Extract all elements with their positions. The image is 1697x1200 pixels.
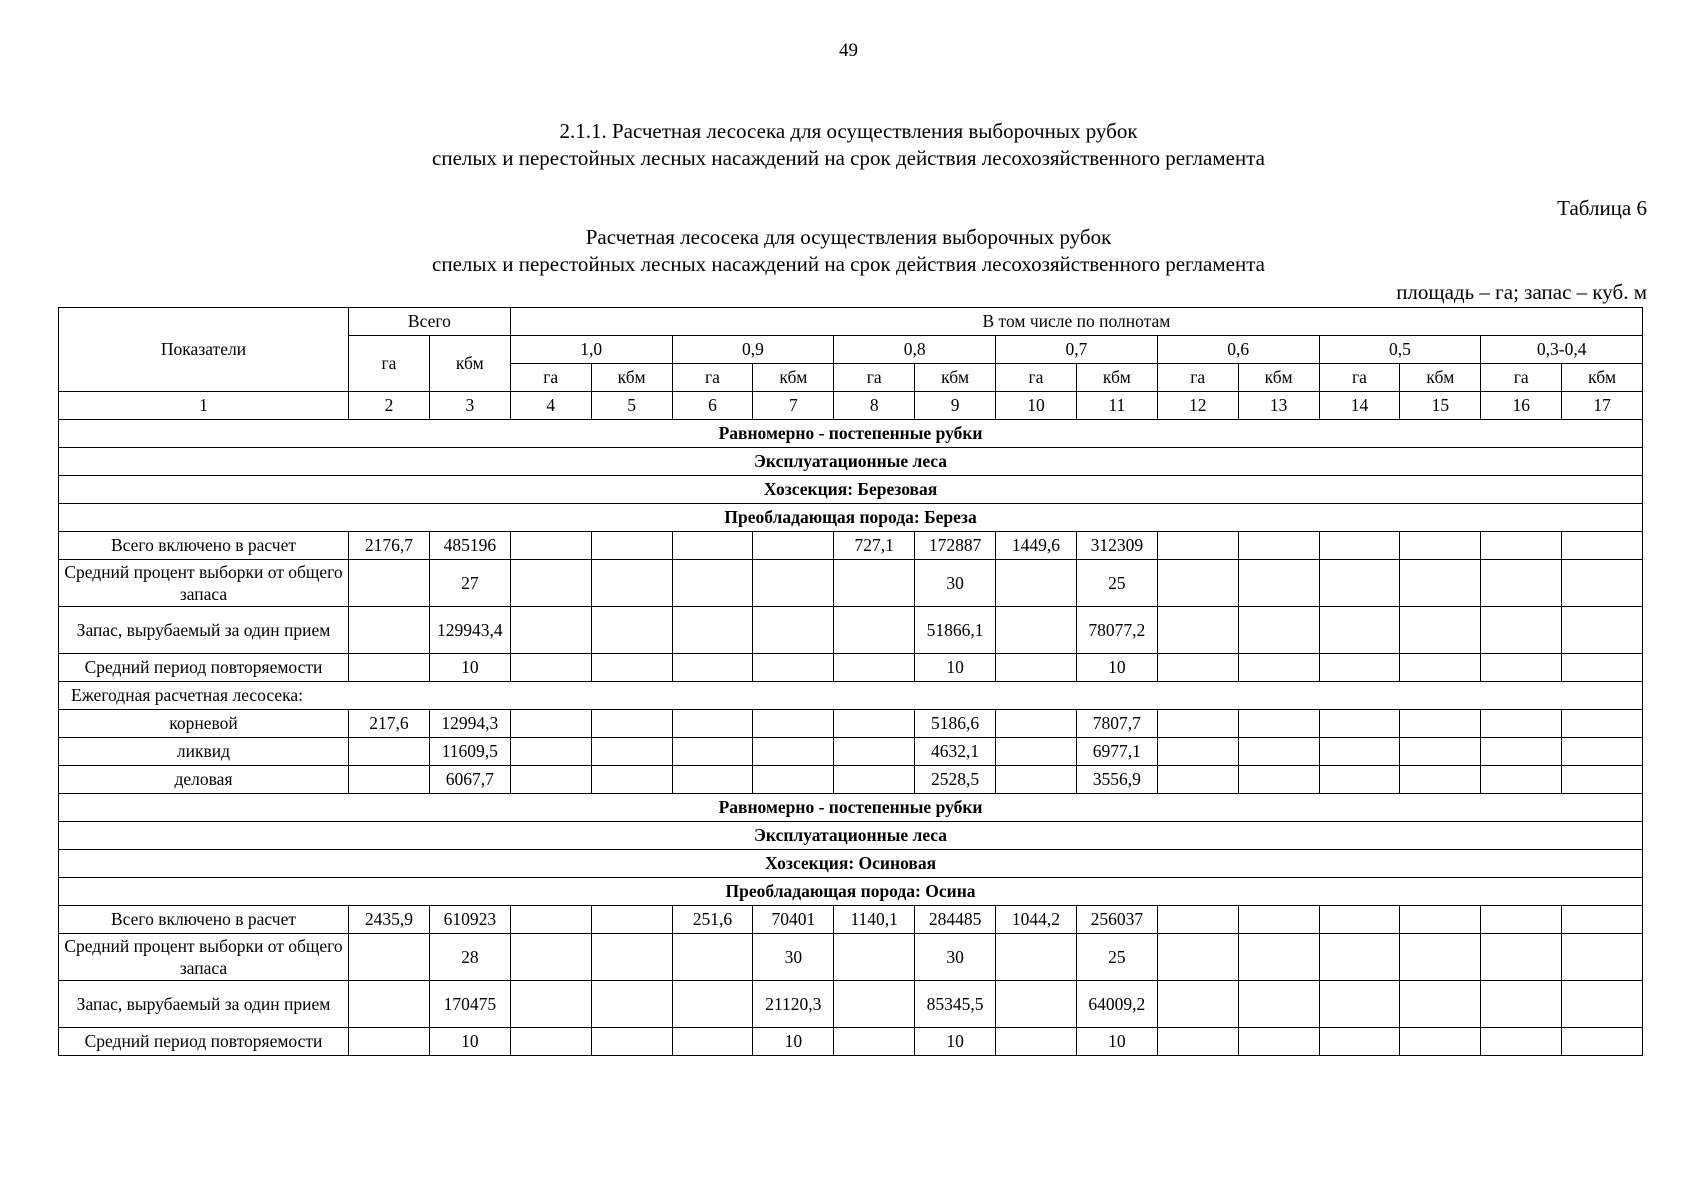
allowable-cut-table <box>58 307 1643 1056</box>
table-cell <box>1157 766 1238 794</box>
column-number: 4 <box>510 392 591 420</box>
section-row <box>59 822 1643 850</box>
table-cell <box>1157 710 1238 738</box>
section-heading: Эксплуатационные леса <box>59 448 1643 476</box>
header-density: 0,3-0,4 <box>1481 336 1643 364</box>
table-cell: 5186,6 <box>915 710 996 738</box>
column-number: 17 <box>1562 392 1643 420</box>
table-cell <box>996 1028 1077 1056</box>
row-label: Средний процент выборки от общего запаса <box>59 934 349 981</box>
table-cell <box>591 710 672 738</box>
table-cell <box>591 607 672 654</box>
units-note: площадь – га; запас – куб. м <box>1396 280 1647 304</box>
column-number: 12 <box>1157 392 1238 420</box>
table-cell <box>1562 560 1643 607</box>
table-cell: 1044,2 <box>996 906 1077 934</box>
table-cell <box>1481 766 1562 794</box>
table-cell <box>1400 934 1481 981</box>
table-cell <box>753 654 834 682</box>
table-cell <box>1400 766 1481 794</box>
table-cell <box>1562 532 1643 560</box>
table-row <box>59 1028 1643 1056</box>
table-cell <box>510 766 591 794</box>
table-cell <box>1319 560 1400 607</box>
section-row <box>59 476 1643 504</box>
table-cell <box>1238 981 1319 1028</box>
header-density: 0,9 <box>672 336 834 364</box>
table-cell <box>349 607 430 654</box>
table-cell: 30 <box>915 934 996 981</box>
table-cell <box>1562 934 1643 981</box>
table-cell: 1449,6 <box>996 532 1077 560</box>
table-cell: 4632,1 <box>915 738 996 766</box>
table-cell: 78077,2 <box>1076 607 1157 654</box>
table-cell <box>510 981 591 1028</box>
table-cell: 10 <box>1076 1028 1157 1056</box>
column-number: 15 <box>1400 392 1481 420</box>
table-cell: 30 <box>753 934 834 981</box>
table-cell <box>510 710 591 738</box>
page-number: 49 <box>839 40 858 61</box>
table-cell: 25 <box>1076 560 1157 607</box>
table-cell <box>753 738 834 766</box>
section-heading: Эксплуатационные леса <box>59 822 1643 850</box>
section-title <box>0 118 1697 172</box>
row-label: Всего включено в расчет <box>59 906 349 934</box>
table-cell <box>672 766 753 794</box>
table-cell <box>1157 906 1238 934</box>
table-cell: 485196 <box>429 532 510 560</box>
column-number: 7 <box>753 392 834 420</box>
table-cell <box>1481 738 1562 766</box>
column-number: 1 <box>59 392 349 420</box>
table-row <box>59 532 1643 560</box>
column-number: 5 <box>591 392 672 420</box>
table-cell <box>1562 766 1643 794</box>
table-row <box>59 654 1643 682</box>
table-cell <box>510 738 591 766</box>
table-cell <box>753 607 834 654</box>
header-by-density: В том числе по полнотам <box>510 308 1642 336</box>
table-cell <box>1319 532 1400 560</box>
table-cell: 727,1 <box>834 532 915 560</box>
table-cell <box>591 532 672 560</box>
table-cell <box>834 738 915 766</box>
header-total: Всего <box>349 308 511 336</box>
table-cell: 64009,2 <box>1076 981 1157 1028</box>
header-total-ha: га <box>349 336 430 392</box>
section-row <box>59 878 1643 906</box>
table-cell <box>1562 654 1643 682</box>
table-cell: 256037 <box>1076 906 1157 934</box>
table-cell: 284485 <box>915 906 996 934</box>
table-row <box>59 766 1643 794</box>
table-cell <box>834 766 915 794</box>
table-cell <box>672 738 753 766</box>
table-cell <box>1562 906 1643 934</box>
column-number-row <box>59 392 1643 420</box>
table-row <box>59 981 1643 1028</box>
table-cell <box>349 654 430 682</box>
table-cell: 172887 <box>915 532 996 560</box>
table-cell <box>1562 607 1643 654</box>
table-row <box>59 560 1643 607</box>
table-cell <box>834 710 915 738</box>
header-unit-cbm: кбм <box>1076 364 1157 392</box>
table-cell: 10 <box>753 1028 834 1056</box>
table-cell <box>1319 766 1400 794</box>
table-cell <box>591 560 672 607</box>
table-cell <box>1481 1028 1562 1056</box>
table-cell: 85345,5 <box>915 981 996 1028</box>
table-cell: 129943,4 <box>429 607 510 654</box>
table-cell <box>349 1028 430 1056</box>
table-cell <box>1481 654 1562 682</box>
row-label: Запас, вырубаемый за один прием <box>59 607 349 654</box>
column-number: 2 <box>349 392 430 420</box>
table-cell <box>1481 934 1562 981</box>
header-density: 0,5 <box>1319 336 1481 364</box>
table-cell <box>1157 607 1238 654</box>
table-cell <box>1238 654 1319 682</box>
section-heading: Равномерно - постепенные рубки <box>59 794 1643 822</box>
table-cell: 312309 <box>1076 532 1157 560</box>
table-cell: 10 <box>429 1028 510 1056</box>
table-cell: 30 <box>915 560 996 607</box>
table-cell <box>1562 981 1643 1028</box>
table-cell <box>1238 560 1319 607</box>
table-cell <box>510 1028 591 1056</box>
header-unit-ha: га <box>1157 364 1238 392</box>
table-cell <box>1481 981 1562 1028</box>
table-row <box>59 710 1643 738</box>
row-label: Запас, вырубаемый за один прием <box>59 981 349 1028</box>
table-cell: 10 <box>1076 654 1157 682</box>
table-cell <box>1238 934 1319 981</box>
header-density: 0,8 <box>834 336 996 364</box>
table-cell <box>1481 532 1562 560</box>
table-row <box>59 607 1643 654</box>
table-row <box>59 906 1643 934</box>
table-cell <box>510 532 591 560</box>
column-number: 13 <box>1238 392 1319 420</box>
header-density: 0,6 <box>1157 336 1319 364</box>
table-cell <box>834 607 915 654</box>
table-cell <box>591 654 672 682</box>
table-cell <box>996 981 1077 1028</box>
table-cell <box>510 934 591 981</box>
table-cell <box>1238 766 1319 794</box>
table-cell <box>1238 607 1319 654</box>
column-number: 3 <box>429 392 510 420</box>
row-label: корневой <box>59 710 349 738</box>
table-cell <box>996 607 1077 654</box>
header-unit-ha: га <box>996 364 1077 392</box>
table-cell <box>591 766 672 794</box>
table-cell <box>672 532 753 560</box>
table-cell <box>1157 560 1238 607</box>
annual-heading: Ежегодная расчетная лесосека: <box>59 682 1643 710</box>
column-number: 11 <box>1076 392 1157 420</box>
table-cell <box>672 934 753 981</box>
table-cell <box>1157 934 1238 981</box>
header-total-cbm: кбм <box>429 336 510 392</box>
table-cell <box>591 1028 672 1056</box>
table-cell: 7807,7 <box>1076 710 1157 738</box>
table-title-line-1: Расчетная лесосека для осуществления выборочных рубок <box>585 225 1112 249</box>
table-cell <box>1400 532 1481 560</box>
table-cell <box>349 981 430 1028</box>
table-cell: 6977,1 <box>1076 738 1157 766</box>
table-cell <box>349 738 430 766</box>
header-unit-cbm: кбм <box>1562 364 1643 392</box>
table-cell <box>1481 906 1562 934</box>
table-cell <box>1157 738 1238 766</box>
table-cell <box>1562 1028 1643 1056</box>
table-cell <box>1157 654 1238 682</box>
table-cell <box>349 560 430 607</box>
table-cell <box>672 560 753 607</box>
header-unit-cbm: кбм <box>1238 364 1319 392</box>
table-cell <box>1238 1028 1319 1056</box>
table-cell <box>1319 906 1400 934</box>
table-cell: 21120,3 <box>753 981 834 1028</box>
table-cell <box>1238 532 1319 560</box>
table-cell: 70401 <box>753 906 834 934</box>
table-cell <box>1400 738 1481 766</box>
table-cell <box>1238 906 1319 934</box>
table-cell: 2176,7 <box>349 532 430 560</box>
table-cell: 2528,5 <box>915 766 996 794</box>
table-cell: 251,6 <box>672 906 753 934</box>
section-row <box>59 420 1643 448</box>
table-cell: 217,6 <box>349 710 430 738</box>
table-cell <box>996 738 1077 766</box>
table-cell <box>510 560 591 607</box>
header-unit-ha: га <box>510 364 591 392</box>
table-cell <box>753 766 834 794</box>
column-number: 9 <box>915 392 996 420</box>
column-number: 10 <box>996 392 1077 420</box>
table-cell: 610923 <box>429 906 510 934</box>
table-cell <box>996 654 1077 682</box>
table-cell <box>349 766 430 794</box>
table-cell: 10 <box>429 654 510 682</box>
section-title-line-2: спелых и перестойных лесных насаждений на срок действия лесохозяйственного регламента <box>432 146 1265 170</box>
section-heading: Хозсекция: Осиновая <box>59 850 1643 878</box>
header-unit-cbm: кбм <box>753 364 834 392</box>
header-unit-cbm: кбм <box>591 364 672 392</box>
header-indicators: Показатели <box>59 308 349 392</box>
header-unit-ha: га <box>1319 364 1400 392</box>
table-row <box>59 738 1643 766</box>
column-number: 14 <box>1319 392 1400 420</box>
table-cell <box>834 981 915 1028</box>
table-cell <box>591 738 672 766</box>
table-title <box>0 224 1697 278</box>
table-cell <box>1319 981 1400 1028</box>
table-cell <box>1481 710 1562 738</box>
table-cell <box>996 560 1077 607</box>
table-cell <box>591 906 672 934</box>
table-cell <box>1157 981 1238 1028</box>
table-cell <box>1481 607 1562 654</box>
table-cell: 11609,5 <box>429 738 510 766</box>
row-label: Средний период повторяемости <box>59 1028 349 1056</box>
table-cell <box>1562 738 1643 766</box>
header-density: 0,7 <box>996 336 1158 364</box>
column-number: 16 <box>1481 392 1562 420</box>
table-cell: 27 <box>429 560 510 607</box>
table-cell <box>1400 906 1481 934</box>
column-number: 6 <box>672 392 753 420</box>
table-cell <box>1238 710 1319 738</box>
table-cell: 28 <box>429 934 510 981</box>
table-cell <box>672 710 753 738</box>
table-cell <box>834 1028 915 1056</box>
table-cell <box>591 934 672 981</box>
row-label: Всего включено в расчет <box>59 532 349 560</box>
table-cell <box>1400 560 1481 607</box>
table-cell <box>996 934 1077 981</box>
table-cell <box>672 654 753 682</box>
table-cell <box>996 710 1077 738</box>
table-cell: 170475 <box>429 981 510 1028</box>
row-label: ликвид <box>59 738 349 766</box>
table-title-line-2: спелых и перестойных лесных насаждений на срок действия лесохозяйственного регламента <box>432 252 1265 276</box>
table-cell <box>996 766 1077 794</box>
table-cell <box>1400 607 1481 654</box>
table-cell <box>672 607 753 654</box>
table-cell <box>1562 710 1643 738</box>
table-cell <box>1400 1028 1481 1056</box>
table-cell: 3556,9 <box>1076 766 1157 794</box>
annual-heading-row <box>59 682 1643 710</box>
table-cell: 6067,7 <box>429 766 510 794</box>
table-cell <box>672 1028 753 1056</box>
table-cell <box>1400 654 1481 682</box>
header-density: 1,0 <box>510 336 672 364</box>
table-row <box>59 934 1643 981</box>
table-cell <box>1481 560 1562 607</box>
table-cell <box>834 654 915 682</box>
table-cell: 1140,1 <box>834 906 915 934</box>
table-cell <box>349 934 430 981</box>
table-cell <box>672 981 753 1028</box>
section-heading: Хозсекция: Березовая <box>59 476 1643 504</box>
table-cell: 25 <box>1076 934 1157 981</box>
table-cell: 10 <box>915 654 996 682</box>
table-cell <box>1319 710 1400 738</box>
header-unit-ha: га <box>672 364 753 392</box>
header-unit-cbm: кбм <box>1400 364 1481 392</box>
table-cell <box>753 560 834 607</box>
row-label: деловая <box>59 766 349 794</box>
table-cell: 10 <box>915 1028 996 1056</box>
table-cell <box>1319 738 1400 766</box>
table-cell <box>510 906 591 934</box>
table-cell <box>510 607 591 654</box>
table-cell: 51866,1 <box>915 607 996 654</box>
table-cell <box>1157 1028 1238 1056</box>
table-cell: 12994,3 <box>429 710 510 738</box>
section-heading: Равномерно - постепенные рубки <box>59 420 1643 448</box>
section-heading: Преобладающая порода: Осина <box>59 878 1643 906</box>
header-unit-ha: га <box>1481 364 1562 392</box>
table-cell <box>591 981 672 1028</box>
table-cell: 2435,9 <box>349 906 430 934</box>
row-label: Средний процент выборки от общего запаса <box>59 560 349 607</box>
table-cell <box>834 934 915 981</box>
section-row <box>59 850 1643 878</box>
table-cell <box>834 560 915 607</box>
table-cell <box>1319 1028 1400 1056</box>
table-label: Таблица 6 <box>1557 196 1647 220</box>
table-cell <box>1157 532 1238 560</box>
table-cell <box>753 532 834 560</box>
section-row <box>59 794 1643 822</box>
section-heading: Преобладающая порода: Береза <box>59 504 1643 532</box>
table-cell <box>510 654 591 682</box>
header-unit-cbm: кбм <box>915 364 996 392</box>
section-title-line-1: 2.1.1. Расчетная лесосека для осуществления выборочных рубок <box>559 119 1138 143</box>
table-cell <box>1400 710 1481 738</box>
table-cell <box>1319 607 1400 654</box>
row-label: Средний период повторяемости <box>59 654 349 682</box>
column-number: 8 <box>834 392 915 420</box>
header-row-1 <box>59 308 1643 336</box>
section-row <box>59 448 1643 476</box>
table-cell <box>753 710 834 738</box>
table-cell <box>1238 738 1319 766</box>
header-unit-ha: га <box>834 364 915 392</box>
table-cell <box>1400 981 1481 1028</box>
table-cell <box>1319 934 1400 981</box>
table-cell <box>1319 654 1400 682</box>
section-row <box>59 504 1643 532</box>
